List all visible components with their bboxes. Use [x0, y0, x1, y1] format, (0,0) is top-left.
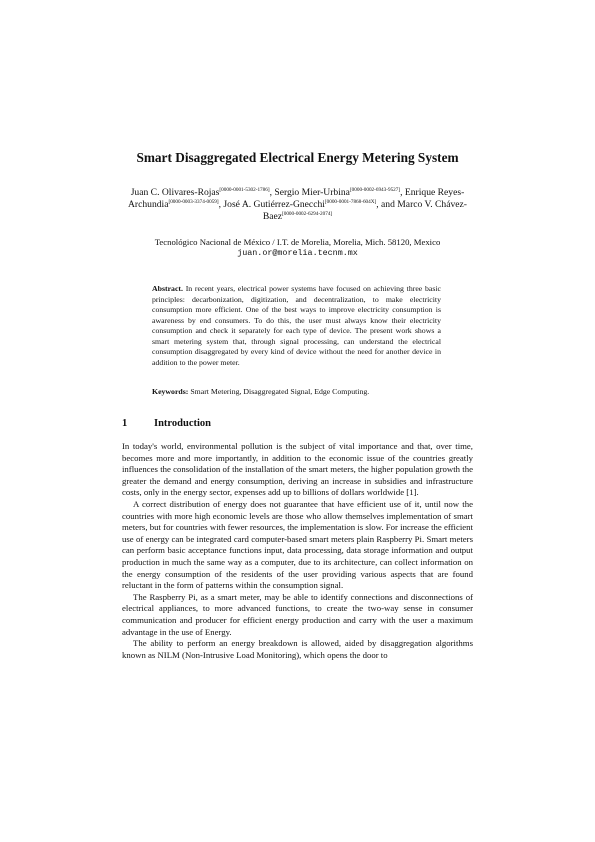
keywords-text: Smart Metering, Disaggregated Signal, Edge Computing. — [190, 387, 370, 396]
author-name: Enrique Reyes-Archundia — [127, 187, 465, 210]
author-email: juan.or@morelia.tecnm.mx — [237, 248, 358, 258]
section-body — [122, 441, 473, 661]
section-number: 1 — [122, 418, 128, 429]
affiliation-block — [120, 237, 475, 259]
body-paragraph: The ability to perform an energy breakdown is allowed, aided by disaggregation algorithms known as NILM (Non-Intrusive Load Monitoring), which opens the door to — [122, 638, 473, 660]
author — [223, 199, 397, 210]
author — [274, 187, 405, 198]
author-separator: , — [218, 199, 224, 210]
author — [131, 187, 275, 198]
orcid-id: [0000-0003-3374-0059] — [168, 199, 219, 205]
author-separator: , and — [376, 199, 398, 210]
paper-title: Smart Disaggregated Electrical Energy Metering System — [136, 150, 459, 165]
body-paragraph: A correct distribution of energy does not guarantee that have efficient use of it, until now the countries with more high economic levels are those who allow themselves implementation of smart meters, but for countries with fewer resources, the implementation is slow. For increase the efficient use of energy can be integrated card computer-based smart meters plain Raspberry Pi. Smart meters can perform basic acceptance functions input, data processing, data storage information and output production in much the same way as a computer, due to its architecture, can collect information on the energy consumption of the residents of the user providing various aspects that are found reluctant in the form of patterns within the consumption signal. — [122, 498, 473, 591]
abstract-label: Abstract. — [152, 284, 183, 293]
author-list — [120, 187, 475, 223]
author-name: Sergio Mier-Urbina — [274, 187, 350, 198]
author-name: Juan C. Olivares-Rojas — [130, 187, 220, 198]
orcid-id: [0000-0002-6943-9527] — [349, 187, 401, 193]
keywords — [152, 387, 452, 398]
abstract-text: In recent years, electrical power systems have focused on achieving three basic principles: decarbonization, digitization, and decentralization, to make electricity consumption more efficient. One of the best ways to improve electricity consumption is awareness by end consumers. To do this, the user must always know their electricity consumption and check it separately for each type of device. The present work shows a smart metering system that, through signal processing, can understand the electrical consumption disaggregated by every kind of device without the need for another device in addition to the power meter. — [152, 284, 442, 367]
author-name: Marco V. Chávez-Baez — [262, 199, 467, 222]
orcid-id: [0000-0002-6294-2074] — [282, 211, 333, 217]
section-title: Introduction — [154, 418, 211, 429]
keywords-label: Keywords: — [152, 387, 189, 396]
body-paragraph: The Raspberry Pi, as a smart meter, may be able to identify connections and disconnections of electrical appliances, to more advanced functions, to create the two-way sense in consumer communication and producer for efficient energy production and carry with the user a maximum advantage in the use of Energy. — [122, 591, 473, 637]
orcid-id: [0000-0001-5302-1786] — [219, 187, 270, 193]
author-separator: , — [269, 187, 275, 198]
orcid-id: [0000-0001-7868-604X] — [324, 199, 377, 205]
section-heading — [122, 417, 211, 430]
author-separator: , — [400, 187, 405, 198]
abstract — [152, 284, 441, 368]
body-paragraph: In today's world, environmental pollution is the subject of vital importance and that, over time, becomes more and more importantly, in addition to the economic issue of the countries greatly influences the consolidation of the installation of the smart meters, the higher population growth the greater the demand and energy consumption, deriving an increase in subsidies and infrastructure costs, only in the energy sector, expenses add up to billions of dollars worldwide [1]. — [122, 441, 473, 498]
author-name: José A. Gutiérrez-Gnecchi — [223, 199, 325, 210]
affiliation: Tecnológico Nacional de México / I.T. de Morelia, Morelia, Mich. 58120, Mexico — [154, 237, 441, 247]
